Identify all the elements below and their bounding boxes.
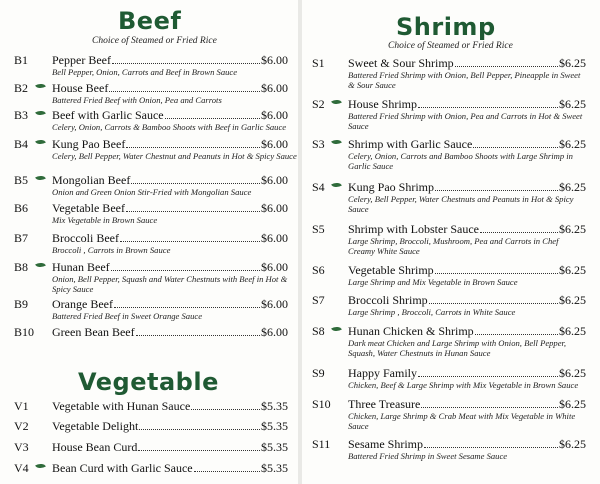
beef-section-subtitle: Choice of Steamed or Fried Rice — [92, 36, 217, 46]
item-description: Mix Vegetable in Brown Sauce — [52, 215, 158, 225]
item-code: S8 — [312, 324, 325, 338]
item-price: $6.25 — [559, 222, 586, 236]
item-code: B3 — [14, 108, 29, 122]
vegetable-section-title: Vegetable — [78, 368, 219, 396]
item-price: $6.00 — [261, 53, 288, 67]
spicy-leaf-icon — [331, 180, 342, 190]
item-code: B9 — [14, 297, 29, 311]
item-code: S5 — [312, 222, 325, 236]
spicy-leaf-icon — [331, 137, 342, 147]
menu-page-right — [302, 0, 600, 484]
item-code: S1 — [312, 56, 325, 70]
item-description: Large Shrimp, Broccoli, Mushroom, Pea and Carrots in Chef Creamy White Sauce — [348, 236, 559, 256]
item-description: Large Shrimp , Broccoli, Carrots in White Sauce — [348, 307, 516, 317]
dot-leader — [120, 241, 260, 242]
item-description: Chicken, Beef & Large Shrimp with Mix Vegetable in Brown Sauce — [348, 380, 579, 390]
item-description: Celery, Onion, Carrots and Bamboo Shoots with Large Shrimp in Garlic Sauce — [348, 151, 573, 171]
item-name: Kung Pao Shrimp — [348, 180, 435, 194]
item-name: Beef with Garlic Sauce — [52, 108, 164, 122]
item-name: Broccoli Shrimp — [348, 293, 428, 307]
dot-leader — [165, 118, 260, 119]
item-name: Pepper Beef — [52, 53, 111, 67]
item-code: B7 — [14, 231, 29, 245]
item-name: Green Bean Beef — [52, 325, 135, 339]
item-price: $6.00 — [261, 231, 288, 245]
item-description: Battered Fried Shrimp with Onion, Bell Pepper, Pineapple in Sweet & Sour Sauce — [348, 70, 581, 90]
item-code: S6 — [312, 263, 325, 277]
dot-leader — [126, 211, 260, 212]
item-code: B8 — [14, 260, 29, 274]
item-code: S10 — [312, 397, 331, 411]
dot-leader — [194, 471, 260, 472]
item-price: $6.00 — [261, 297, 288, 311]
item-description: Battered Fried Shrimp in Sweet Sesame Sauce — [348, 451, 508, 461]
item-code: S9 — [312, 366, 325, 380]
dot-leader — [418, 107, 558, 108]
item-price: $6.25 — [559, 263, 586, 277]
dot-leader — [109, 91, 260, 92]
item-description: Celery, Onion, Carrots & Bamboo Shoots with Beef in Garlic Sauce — [52, 122, 287, 132]
item-code: B5 — [14, 173, 29, 187]
item-name: Bean Curd with Garlic Sauce — [52, 461, 193, 475]
item-description: Celery, Bell Pepper, Water Chestnut and Peanuts in Hot & Spicy Sauce — [52, 151, 297, 161]
item-price: $6.00 — [261, 173, 288, 187]
shrimp-section-title: Shrimp — [396, 13, 496, 41]
dot-leader — [138, 450, 260, 451]
menu-page-left — [0, 0, 298, 484]
item-name: Broccoli Beef — [52, 231, 119, 245]
item-description: Onion, Bell Pepper, Squash and Water Chestnuts with Beef in Hot & Spicy Sauce — [52, 274, 288, 294]
item-name: Happy Family — [348, 366, 417, 380]
dot-leader — [126, 147, 260, 148]
item-code: S3 — [312, 137, 325, 151]
item-description: Large Shrimp and Mix Vegetable in Brown Sauce — [348, 277, 518, 287]
item-name: Shrimp with Lobster Sauce — [348, 222, 479, 236]
item-code: B10 — [14, 325, 35, 339]
item-price: $6.25 — [559, 324, 586, 338]
dot-leader — [112, 63, 260, 64]
item-price: $5.35 — [261, 399, 288, 413]
item-name: Shrimp with Garlic Sauce — [348, 137, 473, 151]
item-name: Sesame Shrimp — [348, 437, 423, 451]
spicy-leaf-icon — [35, 137, 46, 147]
item-price: $6.00 — [261, 325, 288, 339]
dot-leader — [435, 190, 558, 191]
item-price: $6.25 — [559, 437, 586, 451]
item-price: $6.00 — [261, 108, 288, 122]
item-price: $6.00 — [261, 137, 288, 151]
item-price: $6.25 — [559, 137, 586, 151]
dot-leader — [131, 183, 260, 184]
item-price: $6.00 — [261, 201, 288, 215]
dot-leader — [418, 376, 558, 377]
dot-leader — [136, 335, 260, 336]
dot-leader — [480, 232, 558, 233]
item-description: Onion and Green Onion Stir-Fried with Mongolian Sauce — [52, 187, 252, 197]
dot-leader — [114, 307, 260, 308]
item-name: House Shrimp — [348, 97, 417, 111]
item-code: V4 — [14, 461, 29, 475]
item-price: $6.25 — [559, 397, 586, 411]
item-code: V3 — [14, 440, 29, 454]
item-name: Vegetable Delight — [52, 419, 139, 433]
item-name: Vegetable Beef — [52, 201, 125, 215]
item-name: House Beef — [52, 81, 109, 95]
item-description: Broccoli , Carrots in Brown Sauce — [52, 245, 171, 255]
item-code: B4 — [14, 137, 29, 151]
dot-leader — [424, 447, 558, 448]
dot-leader — [435, 273, 558, 274]
item-code: S7 — [312, 293, 325, 307]
item-name: Mongolian Beef — [52, 173, 131, 187]
item-description: Dark meat Chicken and Large Shrimp with Onion, Bell Pepper, Squash, Water Chestnuts in Hunan Sauce — [348, 338, 567, 358]
dot-leader — [473, 147, 558, 148]
item-price: $6.00 — [261, 260, 288, 274]
spicy-leaf-icon — [331, 324, 342, 334]
dot-leader — [111, 270, 260, 271]
beef-section-title: Beef — [118, 7, 182, 35]
item-name: Orange Beef — [52, 297, 113, 311]
shrimp-section-subtitle: Choice of Steamed or Fried Rice — [388, 41, 513, 51]
item-price: $6.00 — [261, 81, 288, 95]
item-code: S11 — [312, 437, 331, 451]
item-description: Battered Fried Beef in Sweet Orange Sauce — [52, 311, 203, 321]
item-price: $5.35 — [261, 419, 288, 433]
dot-leader — [421, 407, 558, 408]
item-description: Battered Fried Shrimp with Onion, Pea and Carrots in Hot & Sweet Sauce — [348, 111, 583, 131]
item-code: S4 — [312, 180, 325, 194]
item-name: Sweet & Sour Shrimp — [348, 56, 454, 70]
item-price: $6.25 — [559, 97, 586, 111]
item-description: Battered Fried Beef with Onion, Pea and Carrots — [52, 95, 222, 105]
spicy-leaf-icon — [331, 97, 342, 107]
spicy-leaf-icon — [35, 108, 46, 118]
spicy-leaf-icon — [35, 260, 46, 270]
item-name: Three Treasure — [348, 397, 421, 411]
dot-leader — [139, 429, 260, 430]
dot-leader — [475, 334, 558, 335]
item-code: S2 — [312, 97, 325, 111]
item-name: Vegetable Shrimp — [348, 263, 434, 277]
dot-leader — [191, 409, 260, 410]
item-price: $6.25 — [559, 56, 586, 70]
item-code: V1 — [14, 399, 29, 413]
item-price: $6.25 — [559, 180, 586, 194]
item-code: B2 — [14, 81, 29, 95]
dot-leader — [429, 303, 558, 304]
spicy-leaf-icon — [35, 81, 46, 91]
item-description: Bell Pepper, Onion, Carrots and Beef in Brown Sauce — [52, 67, 238, 77]
item-name: House Bean Curd — [52, 440, 138, 454]
spicy-leaf-icon — [35, 173, 46, 183]
item-name: Hunan Chicken & Shrimp — [348, 324, 474, 338]
item-code: V2 — [14, 419, 29, 433]
item-description: Celery, Bell Pepper, Water Chestnuts and Peanuts in Hot & Spicy Sauce — [348, 194, 574, 214]
item-code: B1 — [14, 53, 29, 67]
item-price: $5.35 — [261, 440, 288, 454]
item-description: Chicken, Large Shrimp & Crab Meat with Mix Vegetable in White Sauce — [348, 411, 576, 431]
item-name: Kung Pao Beef — [52, 137, 126, 151]
item-code: B6 — [14, 201, 29, 215]
item-price: $6.25 — [559, 366, 586, 380]
item-price: $5.35 — [261, 461, 288, 475]
dot-leader — [455, 66, 558, 67]
item-name: Hunan Beef — [52, 260, 110, 274]
item-name: Vegetable with Hunan Sauce — [52, 399, 191, 413]
spicy-leaf-icon — [35, 461, 46, 471]
item-price: $6.25 — [559, 293, 586, 307]
